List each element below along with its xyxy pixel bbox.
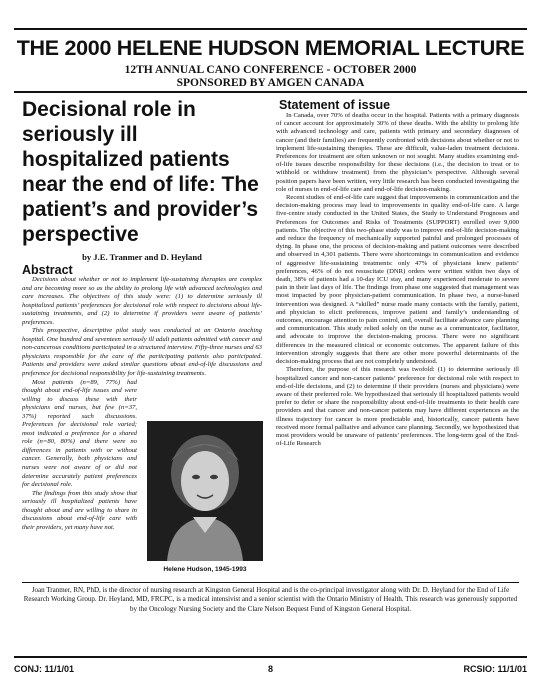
sponsor-line: SPONSORED BY AMGEN CANADA [176,77,365,89]
abstract-paragraph: This prospective, descriptive pilot study was conducted at an Ontario teaching hospital. One hundred and seventeen seriously ill adult patients admitted with cancer and non-cancerous conditions participated in a structured interview. Fifty-three nurses and 63 physicians responsible for the care of the participating patients also participated. Patients and providers were asked similar questions about end-of-life discussions and preference for decisional responsibility for life-sustaining treatments. [22,327,262,378]
statement-text [276,112,519,579]
author-footnote: Joan Tranmer, RN, PhD, is the director of nursing research at Kingston General Hospital and is the co-principal investigator along with Dr. D. Heyland for the End of Life Research Working Group. Dr. Heyland, MD, FRCPC, is a medical intensivist and a senior scientist with the Ontario Ministry of Health. This research was generously supported by the Oncology Nursing Society and the Clare Nelson Bequest Fund of Kingston General Hospital. [23,586,518,613]
article-title: Decisional role in seriously ill hospitalized patients near the end of life: The patient’s and provider’s perspective [22,98,259,246]
statement-paragraph: In Canada, over 70% of deaths occur in the hospital. Patients with a primary diagnosis of cancer account for approximately 30% of these deaths. With the ability to prolong life with advanced technology and care, patients with primary and secondary diagnoses of cancer (and their families) are frequently confronted with decisions about whether or not to implement life-sustaining therapies. These are difficult, value-laden treatment decisions. Preferences for treatment are often unknown or not sought. Many studies examining end-of-life issues describe responsibility for these decisions (i.e., the decision to treat or to withhold or withdraw treatment) from the physician’s perspective. Although several position papers have been written, very little research has been conducted investigating the role of nurses in end-of-life care and end-of-life decision-making. [276,112,519,193]
statement-paragraph: Therefore, the purpose of this research was twofold: (1) to determine seriously ill hospitalized cancer and non-cancer patients’ preference for decisional role with respect to end-of-life decisions, and (2) to determine if their providers (nurses and physicians) were aware of their preferred role. We hypothesized that seriously ill hospitalized patients would prefer to defer or share the responsibility about end-of-life treatments to their health care providers and that cancer and non-cancer patients may have different experiences as the illness trajectory for cancer is more predictable and, historically, cancer patients have received more formal palliative and advance care planning. Secondly, we hypothesized that most providers would be unaware of patients’ preferences. The long-term goal of the End-of-Life Research [276,366,519,448]
abstract-paragraph: The findings from this study show that seriously ill hospitalized patients have thought about and are willing to share in discussions about end-of-life care with their providers, yet many have not. [22,489,137,531]
abstract-heading: Abstract [22,263,73,277]
photo-caption: Helene Hudson, 1945-1993 [163,566,247,573]
conference-line: 12TH ANNUAL CANO CONFERENCE - OCTOBER 2000 [124,64,417,76]
statement-paragraph: Recent studies of end-of-life care suggest that improvements in communication and the decision-making process may lead to improvements in quality end-of-life care. A large five-centre study conducted in the United States, the Study to Understand Prognoses and Preferences for Outcomes and Risks of Treatments (SUPPORT) enrolled over 9,000 patients. The objective of this two-phase study was to improve end-of-life decision-making and reduce the frequency of mechanically supported painful and prolonged processes of dying. In phase one, the process of decision-making and patient outcomes were described and observed in 4,301 patients. There were shortcomings in communication and evidence of aggressive life-sustaining treatments: only 47% of physicians knew patients’ preferences, 46% of do not resuscitate (DNR) orders were written within two days of death, 38% of patients had a 10-day ICU stay, and many experienced moderate to severe pain in their last days of life. The findings from phase one suggested that management was most impacted by poor physician-patient communication. In phase two, a nurse-based intervention was designed. A “skilled” nurse made many contacts with the family, patient, and physician to elicit preferences, improve patient and family’s understanding of outcomes, encourage attention to pain control, and, overall facilitate advance care planning and communication. This study relied solely on the nurse as a communicator, facilitator, and advocate to improve the decision-making process. There were no significant differences in the measured clinical or economic outcomes. The apparent failure of this intervention strongly suggests that there are other more powerful determinants of the decision-making process that are not completely understood. [276,194,519,366]
footer-right: RCSIO: 11/1/01 [463,664,527,674]
portrait-photo [147,421,263,561]
statement-heading: Statement of issue [279,98,391,112]
abstract-paragraph: Most patients (n=89, 77%) had thought about end-of-life issues and were willing to discuss these with their physicians and nurses, but few (n=37, 37%) reported such discussions. Preferences for decisional role varied; most indicated a preference for a shared role (n=80, 80%) and there were no differences in patients with or without cancer. Generally, both physicians and nurses were not aware of or did not determine accurately patient preferences for decisional role. [22,378,137,489]
portrait-image [147,421,263,561]
top-rule [14,28,527,30]
header-rule [14,91,527,93]
abstract-paragraph: Decisions about whether or not to implement life-sustaining therapies are complex and are becoming more so as the ability to prolong life with advanced technologies and care increases. The objectives of this study were: (1) to determine seriously ill hospitalized patients’ preferences for decisional role with respect to decisions about life-sustaining treatments, and (2) to determine if providers were aware of patients’ preferences. [22,276,262,326]
byline: by J.E. Tranmer and D. Heyland [82,252,202,262]
page-number: 8 [267,664,273,674]
footnote-rule [22,582,519,583]
masthead-title: THE 2000 HELENE HUDSON MEMORIAL LECTURE [16,36,525,60]
footer-rule [14,656,527,658]
footer-left: CONJ: 11/1/01 [14,664,75,674]
